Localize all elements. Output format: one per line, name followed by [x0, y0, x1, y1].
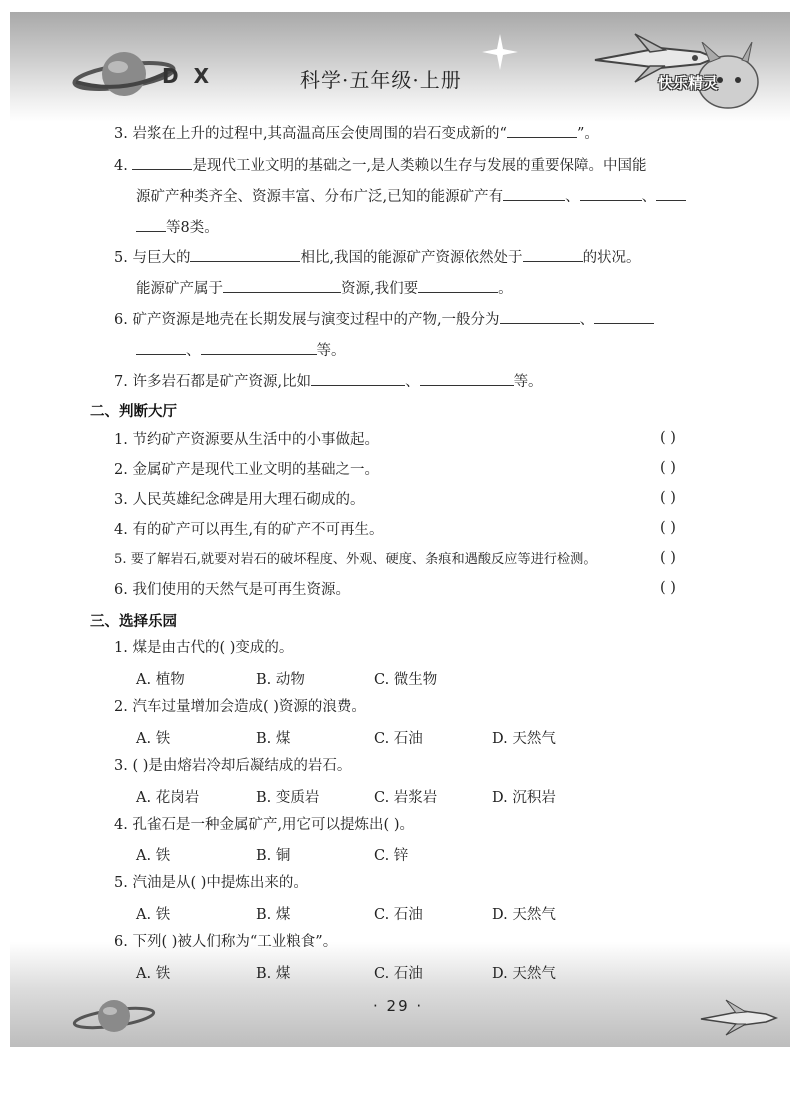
answer-blank[interactable] [223, 277, 341, 293]
question-number: 5. [114, 552, 127, 567]
workbook-page [10, 12, 790, 1047]
judgement-item [114, 550, 597, 570]
answer-blank[interactable] [503, 185, 565, 201]
saturn-planet-icon [70, 992, 160, 1042]
option-c[interactable]: C. 石油 [374, 731, 423, 747]
question-number: 1. [114, 640, 128, 656]
answer-paren[interactable]: ( ) [660, 520, 676, 536]
answer-blank[interactable] [594, 308, 654, 324]
answer-blank[interactable] [523, 246, 583, 262]
option-b[interactable]: B. 铜 [256, 848, 291, 864]
question-text: 汽车过量增加会造成( )资源的浪费。 [132, 699, 366, 715]
answer-blank[interactable] [190, 246, 300, 262]
answer-blank[interactable] [580, 185, 642, 201]
question-number: 4. [114, 522, 128, 538]
answer-blank[interactable] [311, 370, 405, 386]
choice-question [114, 697, 366, 717]
question-number: 6. [114, 934, 128, 950]
separator: 、 [641, 189, 657, 205]
section-title-judgement: 二、判断大厅 [90, 404, 177, 420]
answer-paren[interactable]: ( ) [660, 490, 676, 506]
choice-question [114, 638, 293, 658]
section-title-choice: 三、选择乐园 [90, 614, 177, 630]
option-c[interactable]: C. 石油 [374, 966, 423, 982]
question-number: 4. [114, 158, 128, 174]
separator: 、 [186, 343, 201, 359]
question-number: 3. [114, 126, 128, 142]
option-b[interactable]: B. 煤 [256, 966, 291, 982]
question-text: 。 [498, 281, 513, 297]
judgement-item [114, 430, 379, 450]
question-text: 许多岩石都是矿产资源,比如 [132, 374, 312, 390]
separator: 、 [579, 312, 595, 328]
question-text: 与巨大的 [132, 250, 191, 266]
logo-text: 快乐精灵 [658, 74, 719, 92]
option-b[interactable]: B. 变质岩 [256, 790, 320, 806]
fill-question-6-line2 [136, 339, 346, 361]
fill-question-4-line1 [114, 154, 647, 176]
separator: 、 [405, 374, 420, 390]
question-number: 1. [114, 432, 128, 448]
question-text: 等。 [316, 343, 346, 359]
question-number: 4. [114, 817, 128, 833]
question-text: 节约矿产资源要从生活中的小事做起。 [132, 432, 379, 448]
question-text: 有的矿产可以再生,有的矿产不可再生。 [132, 522, 384, 538]
answer-blank[interactable] [656, 185, 686, 201]
question-number: 5. [114, 875, 128, 891]
question-text: 煤是由古代的( )变成的。 [132, 640, 294, 656]
question-text: ”。 [576, 126, 599, 142]
judgement-item [114, 520, 384, 540]
question-text: 等8类。 [166, 220, 219, 236]
option-a[interactable]: A. 铁 [136, 966, 171, 982]
option-b[interactable]: B. 煤 [256, 907, 291, 923]
fill-question-6-line1 [114, 308, 654, 330]
space-shuttle-icon [698, 997, 780, 1037]
book-title: 科学·五年级·上册 [300, 68, 462, 92]
option-d[interactable]: D. 沉积岩 [492, 790, 556, 806]
option-b[interactable]: B. 动物 [256, 672, 305, 688]
option-c[interactable]: C. 锌 [374, 848, 409, 864]
answer-blank[interactable] [507, 122, 577, 138]
answer-blank[interactable] [418, 277, 498, 293]
question-number: 6. [114, 582, 128, 598]
question-number: 6. [114, 312, 128, 328]
choice-question [114, 756, 351, 776]
question-text: 矿产资源是地壳在长期发展与演变过程中的产物,一般分为 [132, 312, 500, 328]
option-d[interactable]: D. 天然气 [492, 907, 556, 923]
question-text: 的状况。 [582, 250, 641, 266]
fill-question-3 [114, 122, 599, 144]
option-b[interactable]: B. 煤 [256, 731, 291, 747]
fill-question-5-line1 [114, 246, 641, 268]
question-text: 下列( )被人们称为“工业粮食”。 [132, 934, 338, 950]
answer-blank[interactable] [136, 216, 166, 232]
question-text: 资源,我们要 [341, 281, 419, 297]
option-a[interactable]: A. 植物 [136, 672, 185, 688]
answer-paren[interactable]: ( ) [660, 460, 676, 476]
question-number: 5. [114, 250, 128, 266]
choice-question [114, 815, 414, 835]
answer-blank[interactable] [132, 154, 192, 170]
option-d[interactable]: D. 天然气 [492, 966, 556, 982]
option-c[interactable]: C. 岩浆岩 [374, 790, 438, 806]
question-text: 岩浆在上升的过程中,其高温高压会使周围的岩石变成新的“ [132, 126, 507, 142]
question-number: 3. [114, 492, 128, 508]
question-text: 人民英雄纪念碑是用大理石砌成的。 [132, 492, 365, 508]
option-d[interactable]: D. 天然气 [492, 731, 556, 747]
option-a[interactable]: A. 铁 [136, 907, 171, 923]
option-c[interactable]: C. 微生物 [374, 672, 438, 688]
option-c[interactable]: C. 石油 [374, 907, 423, 923]
choice-question [114, 932, 337, 952]
question-text: 孔雀石是一种金属矿产,用它可以提炼出( )。 [132, 817, 414, 833]
option-a[interactable]: A. 铁 [136, 848, 171, 864]
answer-blank[interactable] [500, 308, 580, 324]
question-text: 要了解岩石,就要对岩石的破坏程度、外观、硬度、条痕和遇酸反应等进行检测。 [130, 552, 597, 567]
answer-paren[interactable]: ( ) [660, 580, 676, 596]
question-text: 汽油是从( )中提炼出来的。 [132, 875, 308, 891]
question-text: 是现代工业文明的基础之一,是人类赖以生存与发展的重要保障。中国能 [192, 158, 647, 174]
fill-question-5-line2 [136, 277, 513, 299]
answer-blank[interactable] [420, 370, 514, 386]
option-a[interactable]: A. 花岗岩 [136, 790, 200, 806]
answer-paren[interactable]: ( ) [660, 430, 676, 446]
answer-blank[interactable] [136, 339, 186, 355]
option-a[interactable]: A. 铁 [136, 731, 171, 747]
question-number: 2. [114, 462, 128, 478]
fill-question-7 [114, 370, 543, 392]
answer-blank[interactable] [201, 339, 317, 355]
answer-paren[interactable]: ( ) [660, 550, 676, 566]
judgement-item [114, 580, 350, 600]
question-number: 2. [114, 699, 128, 715]
book-code: D X [162, 64, 213, 88]
question-text: 源矿产种类齐全、资源丰富、分布广泛,已知的能源矿产有 [136, 189, 504, 205]
question-text: 相比,我国的能源矿产资源依然处于 [300, 250, 523, 266]
question-text: 金属矿产是现代工业文明的基础之一。 [132, 462, 379, 478]
question-text: 能源矿产属于 [136, 281, 223, 297]
page-number: · 29 · [373, 997, 424, 1015]
judgement-item [114, 490, 364, 510]
question-text: ( )是由熔岩冷却后凝结成的岩石。 [132, 758, 352, 774]
fill-question-4-line3 [136, 216, 219, 238]
question-number: 7. [114, 374, 128, 390]
sparkle-star-icon [480, 32, 520, 72]
separator: 、 [565, 189, 580, 205]
choice-question [114, 873, 308, 893]
judgement-item [114, 460, 379, 480]
fill-question-4-line2 [136, 185, 686, 207]
question-text: 我们使用的天然气是可再生资源。 [132, 582, 350, 598]
question-number: 3. [114, 758, 128, 774]
question-text: 等。 [513, 374, 543, 390]
